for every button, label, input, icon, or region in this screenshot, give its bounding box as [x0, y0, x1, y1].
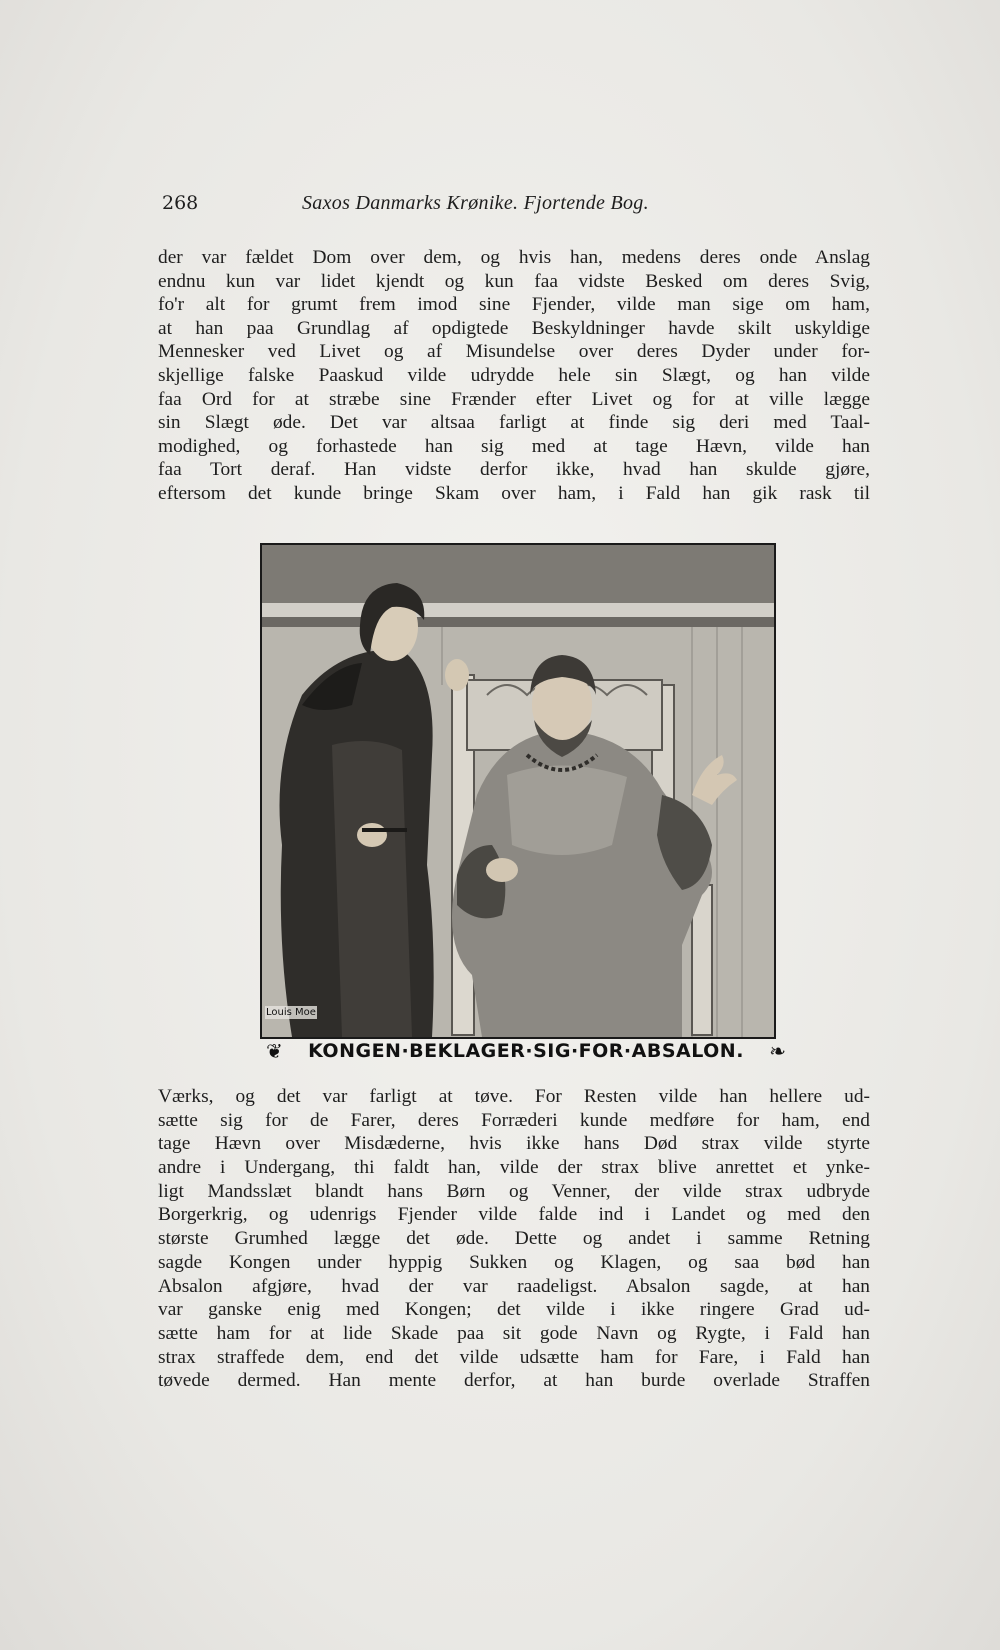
ornament-right-icon: ❧	[769, 1039, 786, 1063]
text-line: største Grumhed lægge det øde. Dette og andet i samme Retning	[158, 1228, 870, 1250]
text-line: sagde Kongen under hyppig Sukken og Klagen, og saa bød han	[158, 1251, 870, 1273]
text-line: tage Hævn over Misdæderne, hvis ikke hans Død strax vilde styrte	[158, 1133, 870, 1155]
text-line: sætte sig for de Farer, deres Forræderi kunde medføre for ham, end	[158, 1109, 870, 1131]
text-line: fo'r alt for grumt frem imod sine Fjender, vilde man sige om ham,	[158, 294, 870, 316]
page-number: 268	[162, 192, 199, 214]
ornament-left-icon: ❦	[266, 1039, 283, 1063]
running-title: Saxos Danmarks Krønike. Fjortende Bog.	[302, 192, 649, 214]
running-header	[162, 192, 868, 222]
text-line: eftersom det kunde bringe Skam over ham, i Fald han gik rask til	[158, 482, 870, 504]
illustration-drawing	[262, 545, 774, 1037]
text-line: sætte ham for at lide Skade paa sit gode Navn og Rygte, i Fald han	[158, 1322, 870, 1344]
text-line: Værks, og det var farligt at tøve. For Resten vilde han hellere ud-	[158, 1086, 870, 1107]
text-line: faa Tort deraf. Han vidste derfor ikke, hvad han skulde gjøre,	[158, 459, 870, 481]
illustration-caption-row	[266, 1038, 786, 1064]
text-line: der var fældet Dom over dem, og hvis han, medens deres onde Anslag	[158, 247, 870, 268]
illustration-king-and-absalon	[260, 543, 776, 1039]
text-line: andre i Undergang, thi faldt han, vilde der strax blive anrettet et ynke-	[158, 1157, 870, 1179]
text-line: strax straffede dem, end det vilde udsætte ham for Fare, i Fald han	[158, 1346, 870, 1368]
artist-signature: Louis Moe	[266, 1007, 316, 1018]
illustration-caption: KONGEN·BEKLAGER·SIG·FOR·ABSALON.	[308, 1040, 744, 1062]
text-line: skjellige falske Paaskud vilde udrydde hele sin Slægt, og han vilde	[158, 364, 870, 386]
text-line: Absalon afgjøre, hvad der var raadeligst. Absalon sagde, at han	[158, 1275, 870, 1297]
text-line: sin Slægt øde. Det var altsaa farligt at finde sig deri med Taal-	[158, 412, 870, 434]
text-line: Mennesker ved Livet og af Misundelse over deres Dyder under for-	[158, 341, 870, 363]
text-line: var ganske enig med Kongen; det vilde i ikke ringere Grad ud-	[158, 1299, 870, 1321]
paragraph-top	[158, 246, 870, 506]
text-line: tøvede dermed. Han mente derfor, at han burde overlade Straffen	[158, 1370, 870, 1392]
text-line: faa Ord for at stræbe sine Frænder efter Livet og for at ville lægge	[158, 388, 870, 410]
text-line: modighed, og forhastede han sig med at tage Hævn, vilde han	[158, 435, 870, 457]
text-line: Borgerkrig, og udenrigs Fjender vilde falde ind i Landet og med den	[158, 1204, 870, 1226]
paragraph-bottom	[158, 1085, 870, 1393]
text-line: at han paa Grundlag af opdigtede Beskyldninger havde skilt uskyldige	[158, 317, 870, 339]
text-line: ligt Mandsslæt blandt hans Børn og Venner, der vilde strax udbryde	[158, 1180, 870, 1202]
text-line: endnu kun var lidet kjendt og kun faa vidste Besked om deres Svig,	[158, 270, 870, 292]
